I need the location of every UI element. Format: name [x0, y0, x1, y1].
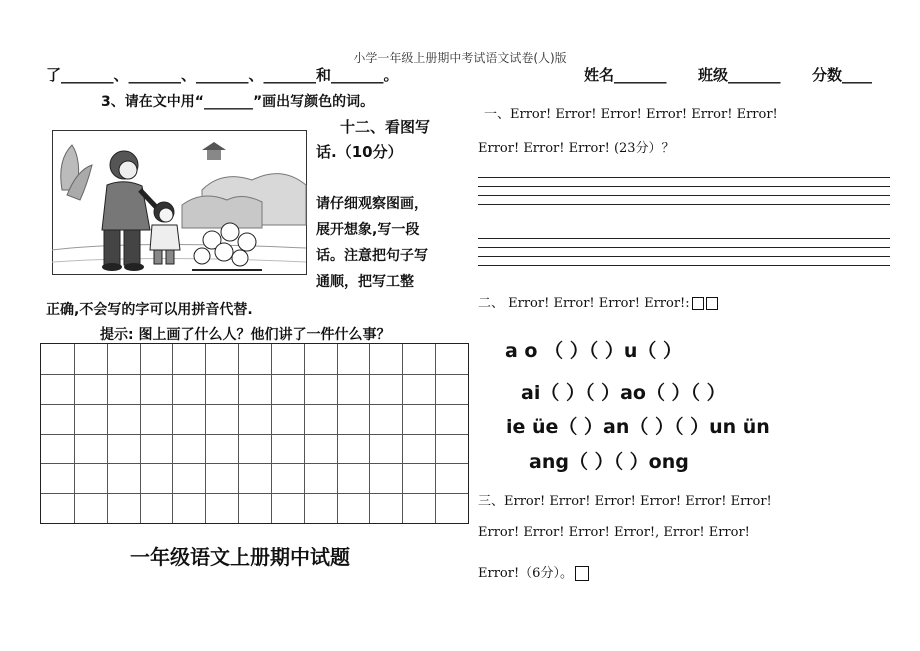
instruction-line: 展开想象,写一段 [316, 222, 420, 238]
hint: 提示: 图上画了什么人？他们讲了一件什么事？ [100, 327, 391, 343]
instruction-line-last: 正确,不会写的字可以用拼音代替. [46, 302, 253, 318]
grid-row-line [41, 434, 468, 435]
ruled-line [478, 177, 890, 178]
section-1-line-1: 一、Error! Error! Error! Error! Error! Error! [484, 107, 778, 122]
name-field[interactable]: 姓名_______ [584, 66, 667, 84]
class-field[interactable]: 班级_______ [698, 66, 781, 84]
question-3: 3、请在文中用“_______”画出写颜色的词。 [101, 94, 375, 110]
writing-grid[interactable] [40, 343, 469, 524]
section-2-title [478, 292, 718, 311]
pinyin-row-2: ai（ ）（ ）ao（ ）（ ） [521, 382, 726, 404]
mother-child-flowers-illustration [52, 130, 307, 275]
ruled-line [478, 238, 890, 239]
section-3-text: Error!（6分）。 [478, 566, 573, 581]
checkbox-icon [575, 566, 589, 581]
ruled-line [478, 186, 890, 187]
ruled-line [478, 265, 890, 266]
pinyin-row-3: ie üe（ ）an（ ）（ ）un ün [506, 416, 770, 438]
instruction-line: 话。注意把句子写 [316, 248, 428, 264]
section-1-line-2: Error! Error! Error! (23分）？ [478, 141, 675, 156]
section-3-line-1: 三、Error! Error! Error! Error! Error! Error! [478, 494, 772, 509]
section-3-line-3 [478, 562, 589, 581]
grid-row-line [41, 493, 468, 494]
checkbox-icon [706, 297, 718, 310]
section-2-text: 二、 Error! Error! Error! Error!: [478, 296, 690, 311]
grid-row-line [41, 463, 468, 464]
section-3-line-2: Error! Error! Error! Error!, Error! Error! [478, 525, 750, 540]
score-field[interactable]: 分数____ [812, 66, 873, 84]
question-12-points: 话.（10分） [316, 143, 403, 161]
checkbox-icon [692, 297, 704, 310]
ruled-line [478, 247, 890, 248]
ruled-line [478, 256, 890, 257]
question-12-instructions [316, 191, 428, 295]
fill-blanks-line: 了_______、_______、_______、_______和_______。 [46, 66, 399, 84]
grid-row-line [41, 404, 468, 405]
instruction-line: 通顺，把写工整 [316, 274, 414, 290]
page-header: 小学一年级上册期中考试语文试卷(人)版 [353, 51, 567, 65]
grid-row-line [41, 374, 468, 375]
instruction-line: 请仔细观察图画， [316, 196, 428, 212]
question-12-title: 十二、看图写 [340, 118, 431, 136]
ruled-line [478, 204, 890, 205]
ruled-line [478, 195, 890, 196]
exam-title: 一年级语文上册期中试题 [130, 545, 350, 569]
pinyin-row-4: ang（ ）（ ）ong [529, 451, 689, 473]
pinyin-row-1: a o （ ）（ ）u（ ） [505, 340, 682, 362]
